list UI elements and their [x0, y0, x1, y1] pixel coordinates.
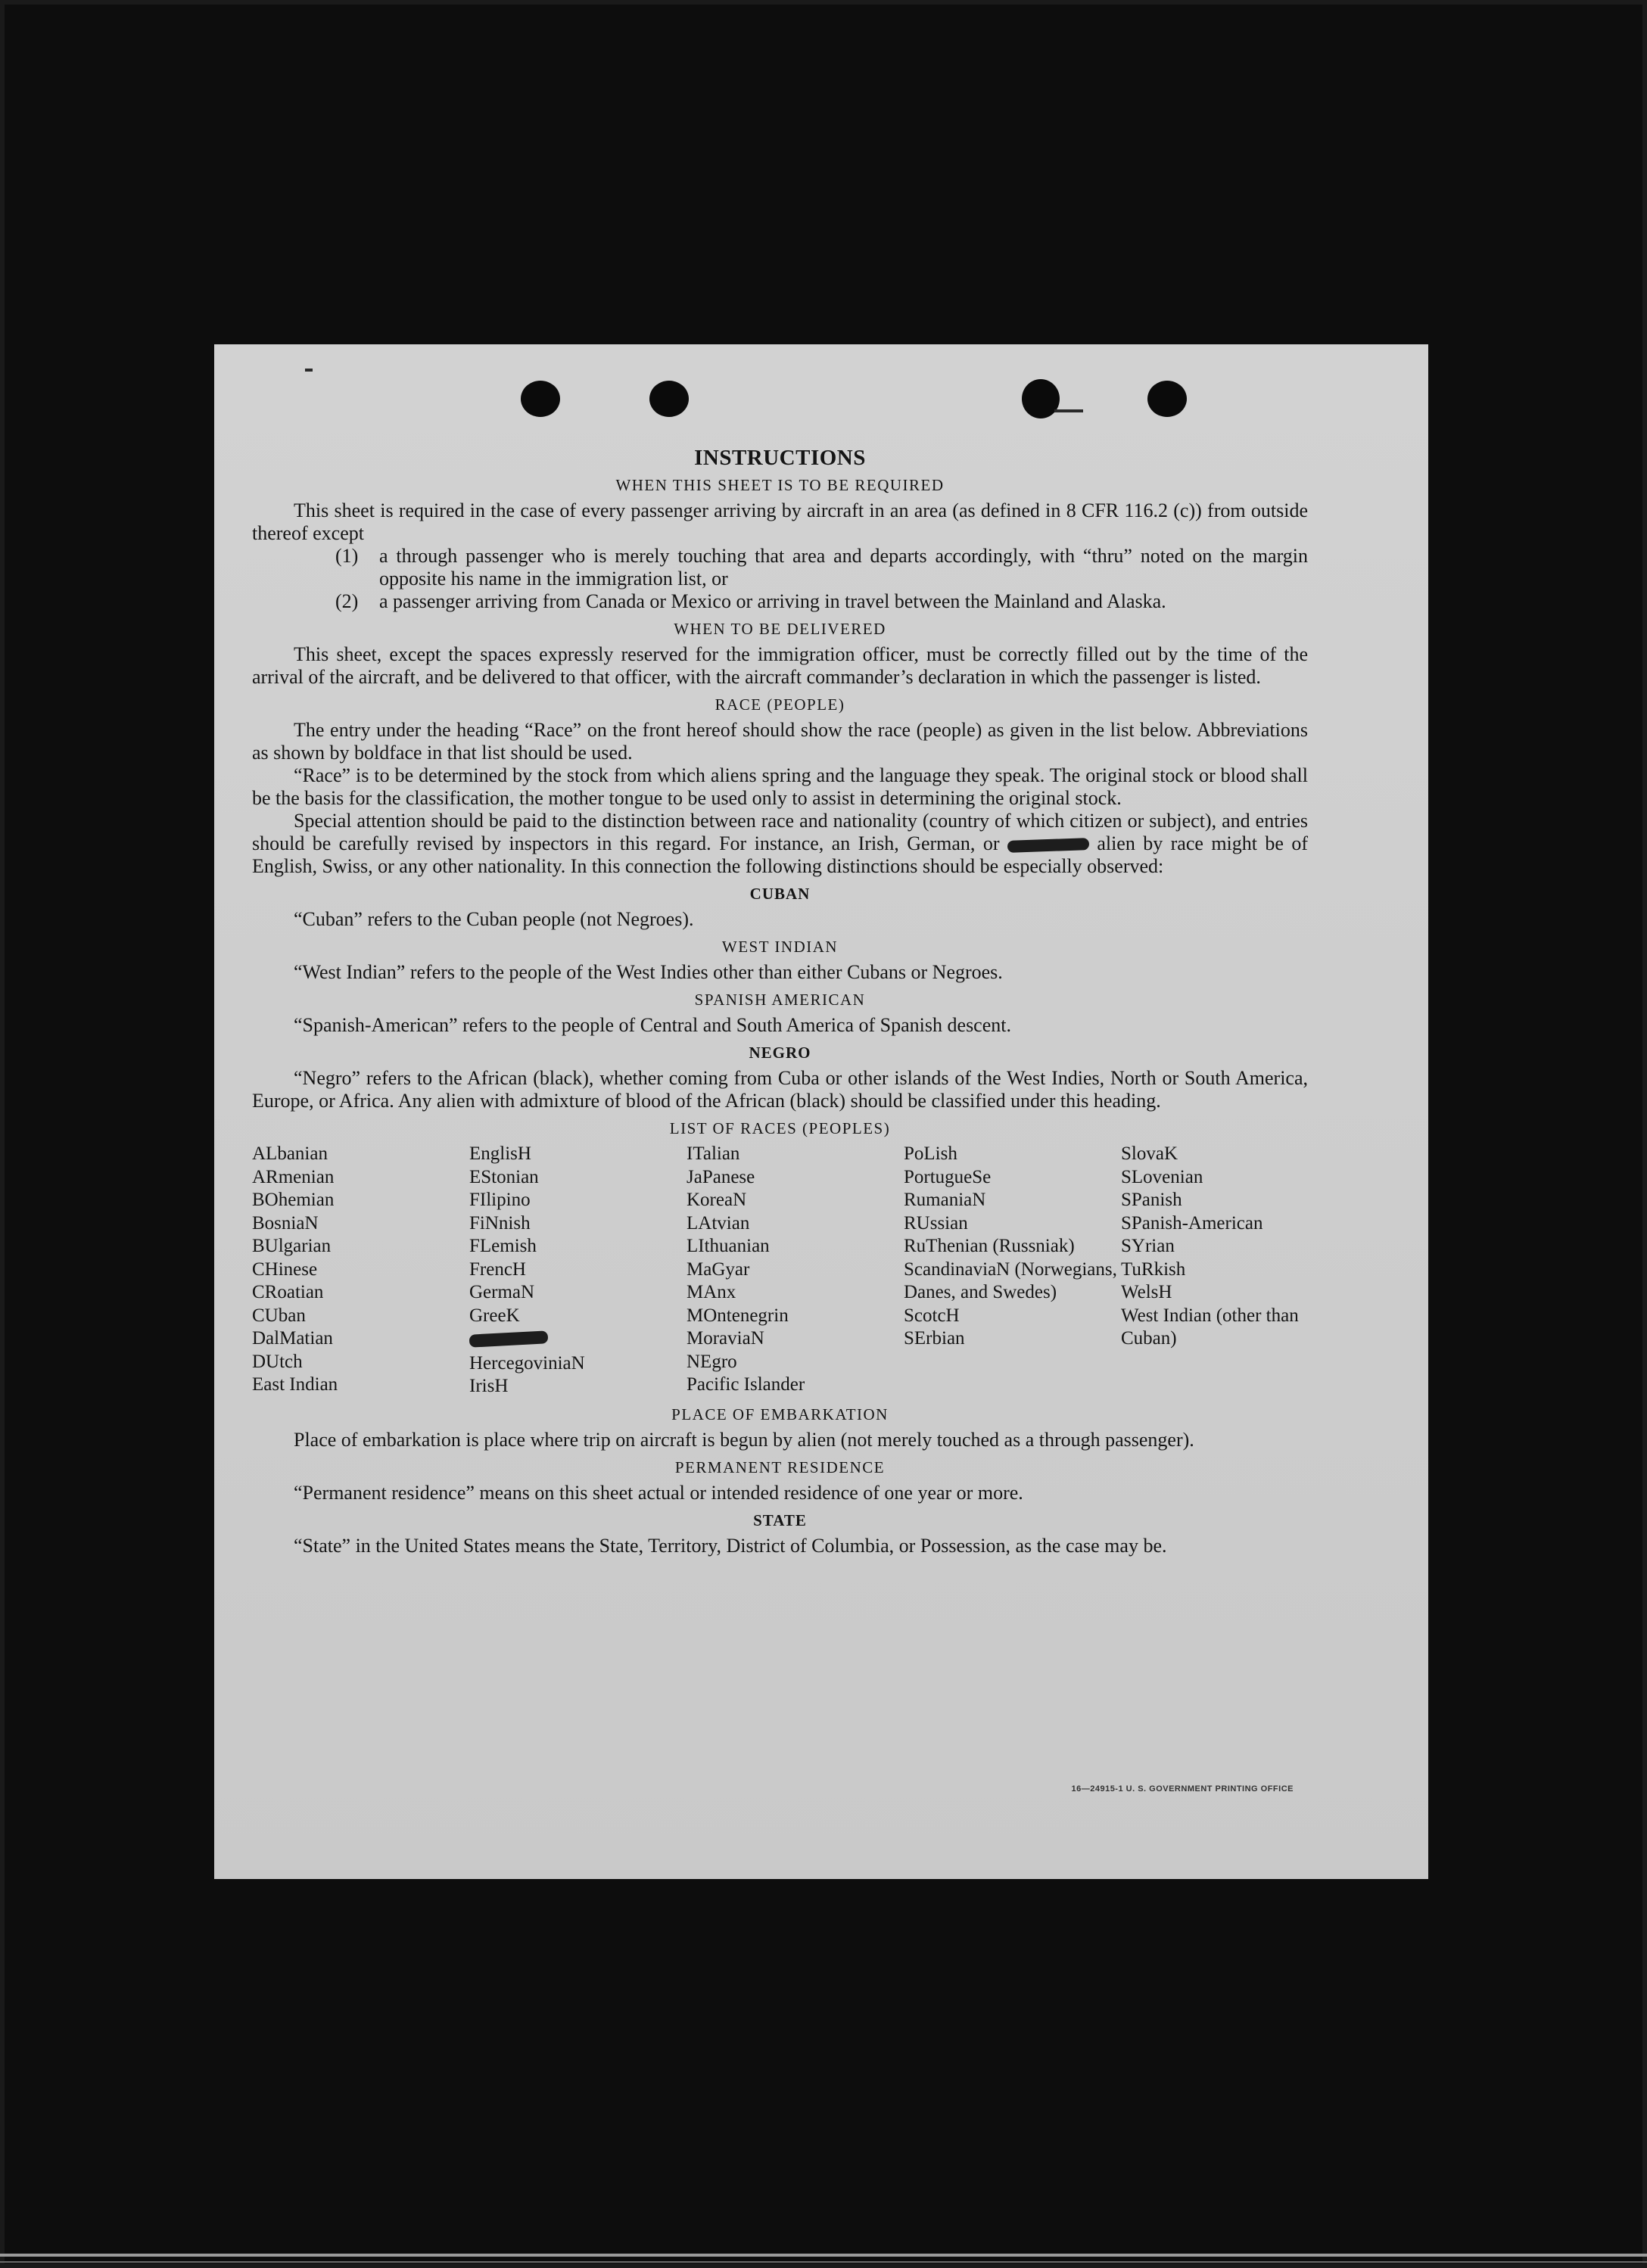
race-entry: FiNnish [469, 1212, 531, 1234]
when-required-intro: This sheet is required in the case of every passenger arriving by aircraft in an area (as defined in 8 CFR 116.2 (c)) from outside thereof except [252, 499, 1308, 544]
section-heading-list-of-races: LIST OF RACES (PEOPLES) [669, 1119, 891, 1137]
race-entry: PoLish [904, 1143, 957, 1164]
race-entry: ITalian [687, 1143, 740, 1164]
race-entry: SPanish-American [1121, 1212, 1263, 1234]
races-column-5 [1121, 1143, 1308, 1398]
race-entry: MoraviaN [687, 1328, 764, 1349]
race-entry: CRoatian [252, 1282, 324, 1302]
ink-mark [305, 369, 313, 372]
race-entry: NEgro [687, 1351, 737, 1372]
exception-item: (2) a passenger arriving from Canada or Mexico or arriving in travel between the Mainland and Alaska. [335, 590, 1166, 612]
scan-edge-line-secondary [0, 2261, 1647, 2263]
instructions-body [252, 446, 1308, 1557]
races-column-1 [252, 1143, 469, 1398]
section-heading-when-delivered: WHEN TO BE DELIVERED [674, 620, 886, 638]
races-column-3 [687, 1143, 904, 1398]
race-entry: SlovaK [1121, 1143, 1178, 1164]
exception-item: (1) a through passenger who is merely touching that area and departs accordingly, with “thru” noted on the margin opposite his name in the immigration list, or [335, 545, 1308, 590]
race-entry: HercegoviniaN [469, 1352, 585, 1374]
race-entry-redacted [469, 1327, 687, 1352]
section-heading-race: RACE (PEOPLE) [715, 695, 845, 714]
race-entry: IrisH [469, 1376, 509, 1396]
punch-hole [521, 381, 560, 417]
print-code: 16—24915-1 U. S. GOVERNMENT PRINTING OFFICE [1071, 1784, 1294, 1794]
punch-hole [649, 381, 689, 417]
race-entry: GermaN [469, 1282, 535, 1302]
ink-mark [1054, 409, 1083, 412]
race-entry: JaPanese [687, 1166, 755, 1187]
races-column-2 [469, 1143, 687, 1398]
race-entry: ScandinaviaN (Norwegians, Danes, and Swedes) [904, 1258, 1117, 1302]
race-entry: ALbanian [252, 1143, 328, 1164]
section-heading-spanish-american: SPANISH AMERICAN [694, 991, 866, 1009]
race-entry: RUssian [904, 1212, 968, 1234]
race-entry: LAtvian [687, 1212, 750, 1234]
race-entry: PortugueSe [904, 1166, 992, 1187]
races-list [252, 1143, 1308, 1398]
race-entry: SErbian [904, 1328, 965, 1349]
race-entry: BosniaN [252, 1212, 319, 1234]
section-heading-cuban: CUBAN [749, 885, 811, 903]
embarkation-text: Place of embarkation is place where trip on aircraft is begun by alien (not merely touched as a through passenger). [294, 1428, 1194, 1451]
race-entry: FIlipino [469, 1190, 531, 1210]
race-entry: EnglisH [469, 1143, 531, 1164]
redaction-mark [1007, 838, 1089, 853]
race-entry: TuRkish [1121, 1258, 1186, 1280]
cuban-text: “Cuban” refers to the Cuban people (not Negroes). [294, 908, 694, 930]
residence-text: “Permanent residence” means on this sheet actual or intended residence of one year or more. [294, 1481, 1023, 1504]
race-entry: CUban [252, 1305, 306, 1326]
negro-text: “Negro” refers to the African (black), whether coming from Cuba or other islands of the West Indies, North or South America, Europe, or Africa. Any alien with admixture of blood of the African (black) should be classified under this heading. [252, 1067, 1308, 1112]
race-entry: EStonian [469, 1166, 539, 1187]
race-paragraph-1: The entry under the heading “Race” on the front hereof should show the race (people) as given in the list below. Abbreviations as shown by boldface in that list should be used. [252, 719, 1308, 764]
section-heading-negro: NEGRO [749, 1044, 811, 1062]
punch-hole [1022, 379, 1060, 418]
race-entry: KoreaN [687, 1190, 747, 1210]
race-entry: ARmenian [252, 1166, 335, 1187]
race-entry: FLemish [469, 1236, 537, 1256]
race-entry: RuThenian (Russniak) [904, 1236, 1075, 1256]
race-entry: Pacific Islander [687, 1374, 805, 1395]
race-entry: DalMatian [252, 1328, 333, 1349]
race-entry: FrencH [469, 1258, 526, 1280]
document-sheet [214, 344, 1428, 1879]
section-heading-west-indian: WEST INDIAN [721, 938, 839, 956]
race-entry: LIthuanian [687, 1236, 770, 1256]
exceptions-list [252, 545, 1308, 613]
race-entry: SLovenian [1121, 1166, 1203, 1187]
redaction-mark [469, 1330, 549, 1347]
west-indian-text: “West Indian” refers to the people of the West Indies other than either Cubans or Negroes. [294, 961, 1003, 983]
state-text: “State” in the United States means the State, Territory, District of Columbia, or Possession, as the case may be. [294, 1534, 1167, 1557]
scan-edge-line [0, 2254, 1647, 2257]
race-entry: CHinese [252, 1258, 318, 1280]
section-heading-residence: PERMANENT RESIDENCE [674, 1458, 886, 1476]
section-heading-embarkation: PLACE OF EMBARKATION [671, 1405, 889, 1423]
punch-hole [1147, 381, 1187, 417]
race-entry: DUtch [252, 1351, 303, 1372]
race-entry: SYrian [1121, 1236, 1175, 1256]
race-entry: MaGyar [687, 1258, 750, 1280]
race-entry: MOntenegrin [687, 1305, 789, 1326]
race-entry: WelsH [1121, 1282, 1172, 1302]
page-title: INSTRUCTIONS [694, 446, 866, 470]
section-heading-when-required: WHEN THIS SHEET IS TO BE REQUIRED [615, 476, 945, 494]
races-column-4 [904, 1143, 1121, 1398]
race-entry: East Indian [252, 1374, 338, 1395]
race-paragraph-3: Special attention should be paid to the distinction between race and nationality (country of which citizen or subject), and entries should be carefully revised by inspectors in this regard. For instance, an Irish, German, or alien by race might be of English, Swiss, or any other nationality. In this connection the following distinctions should be especially observed: [252, 810, 1308, 877]
race-entry: BUlgarian [252, 1236, 332, 1256]
spanish-american-text: “Spanish-American” refers to the people of Central and South America of Spanish descent. [294, 1014, 1011, 1036]
section-heading-state: STATE [753, 1510, 807, 1529]
race-entry: West Indian (other than Cuban) [1121, 1305, 1299, 1349]
race-paragraph-2: “Race” is to be determined by the stock from which aliens spring and the language they speak. The original stock or blood shall be the basis for the classification, the mother tongue to be used only to assist in determining the original stock. [252, 764, 1308, 809]
race-entry: SPanish [1121, 1190, 1182, 1210]
race-entry: MAnx [687, 1282, 736, 1302]
when-delivered-text: This sheet, except the spaces expressly reserved for the immigration officer, must be correctly filled out by the time of the arrival of the aircraft, and be delivered to that officer, with the aircraft commander’s declaration in which the passenger is listed. [252, 643, 1308, 688]
race-entry: GreeK [469, 1305, 520, 1326]
race-entry: BOhemian [252, 1190, 335, 1210]
race-entry: ScotcH [904, 1305, 960, 1326]
race-entry: RumaniaN [904, 1190, 986, 1210]
